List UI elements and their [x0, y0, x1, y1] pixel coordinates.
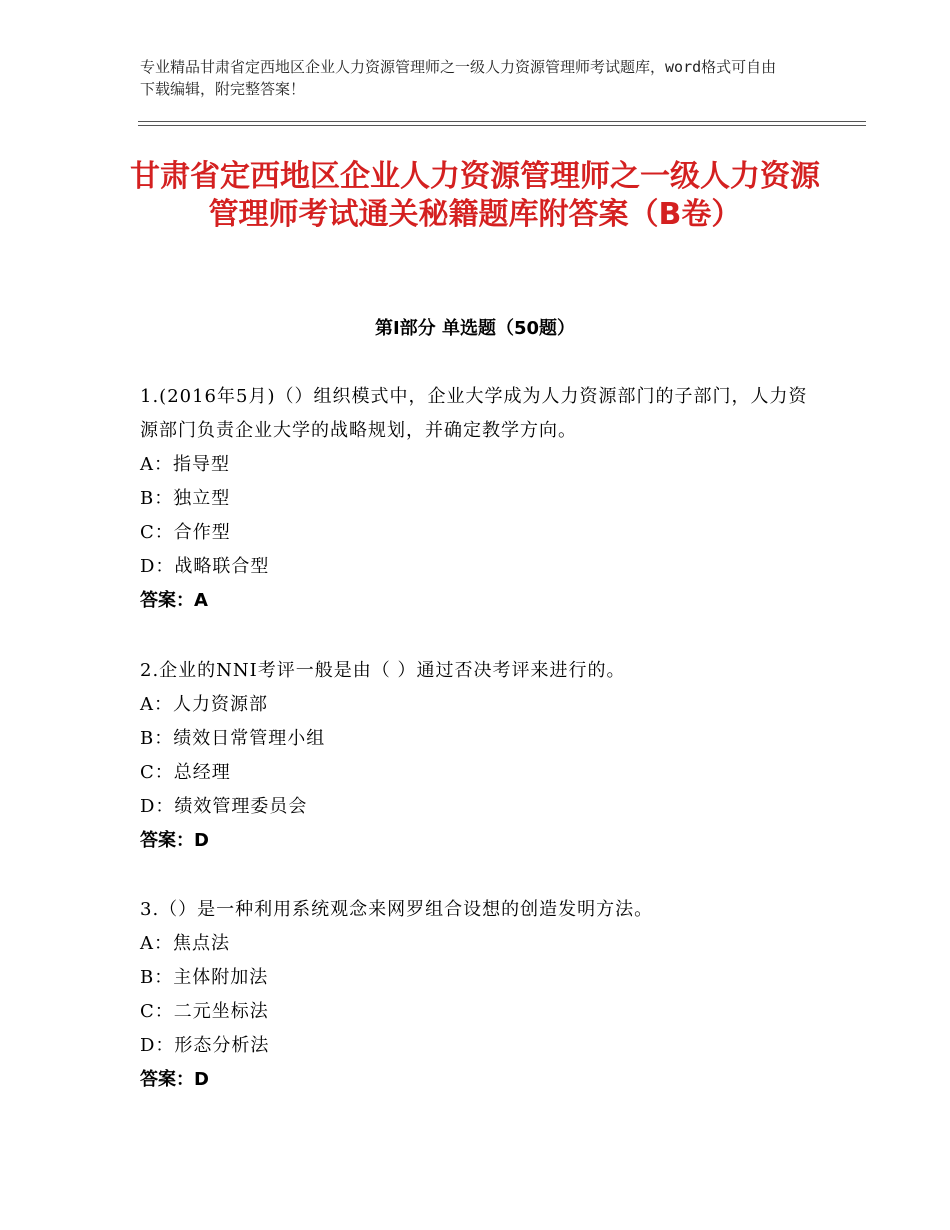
option-c: C：总经理 — [140, 762, 231, 783]
section-heading: 第Ⅰ部分 单选题（50题） — [374, 318, 575, 339]
option-d: D：形态分析法 — [140, 1035, 270, 1056]
answer: 答案：A — [140, 590, 208, 611]
option-b: B：主体附加法 — [140, 967, 269, 988]
document-title: 甘肃省定西地区企业人力资源管理师之一级人力资源管理师考试通关秘籍题库附答案（B卷） — [130, 159, 820, 232]
question-stem: 3.（）是一种利用系统观念来网罗组合设想的创造发明方法。 — [140, 899, 654, 920]
option-c: C：合作型 — [140, 522, 231, 543]
header-note: 专业精品甘肃省定西地区企业人力资源管理师之一级人力资源管理师考试题库，word格式可自由下载编辑，附完整答案！ — [140, 58, 777, 98]
question-stem: 1.(2016年5月)（）组织模式中，企业大学成为人力资源部门的子部门，人力资源部门负责企业大学的战略规划，并确定教学方向。 — [140, 386, 808, 441]
option-a: A：指导型 — [140, 454, 230, 475]
option-b: B：绩效日常管理小组 — [140, 728, 326, 749]
header-divider-top — [138, 121, 866, 122]
option-a: A：焦点法 — [140, 933, 230, 954]
answer: 答案：D — [140, 830, 209, 851]
option-c: C：二元坐标法 — [140, 1001, 269, 1022]
question-stem: 2.企业的NNI考评一般是由（ ）通过否决考评来进行的。 — [140, 660, 626, 681]
question-1 — [140, 380, 810, 618]
question-2 — [140, 654, 810, 858]
option-a: A：人力资源部 — [140, 694, 268, 715]
question-3 — [140, 893, 810, 1097]
header-divider-bottom — [138, 125, 866, 126]
option-b: B：独立型 — [140, 488, 231, 509]
option-d: D：绩效管理委员会 — [140, 796, 308, 817]
answer: 答案：D — [140, 1069, 209, 1090]
option-d: D：战略联合型 — [140, 556, 270, 577]
